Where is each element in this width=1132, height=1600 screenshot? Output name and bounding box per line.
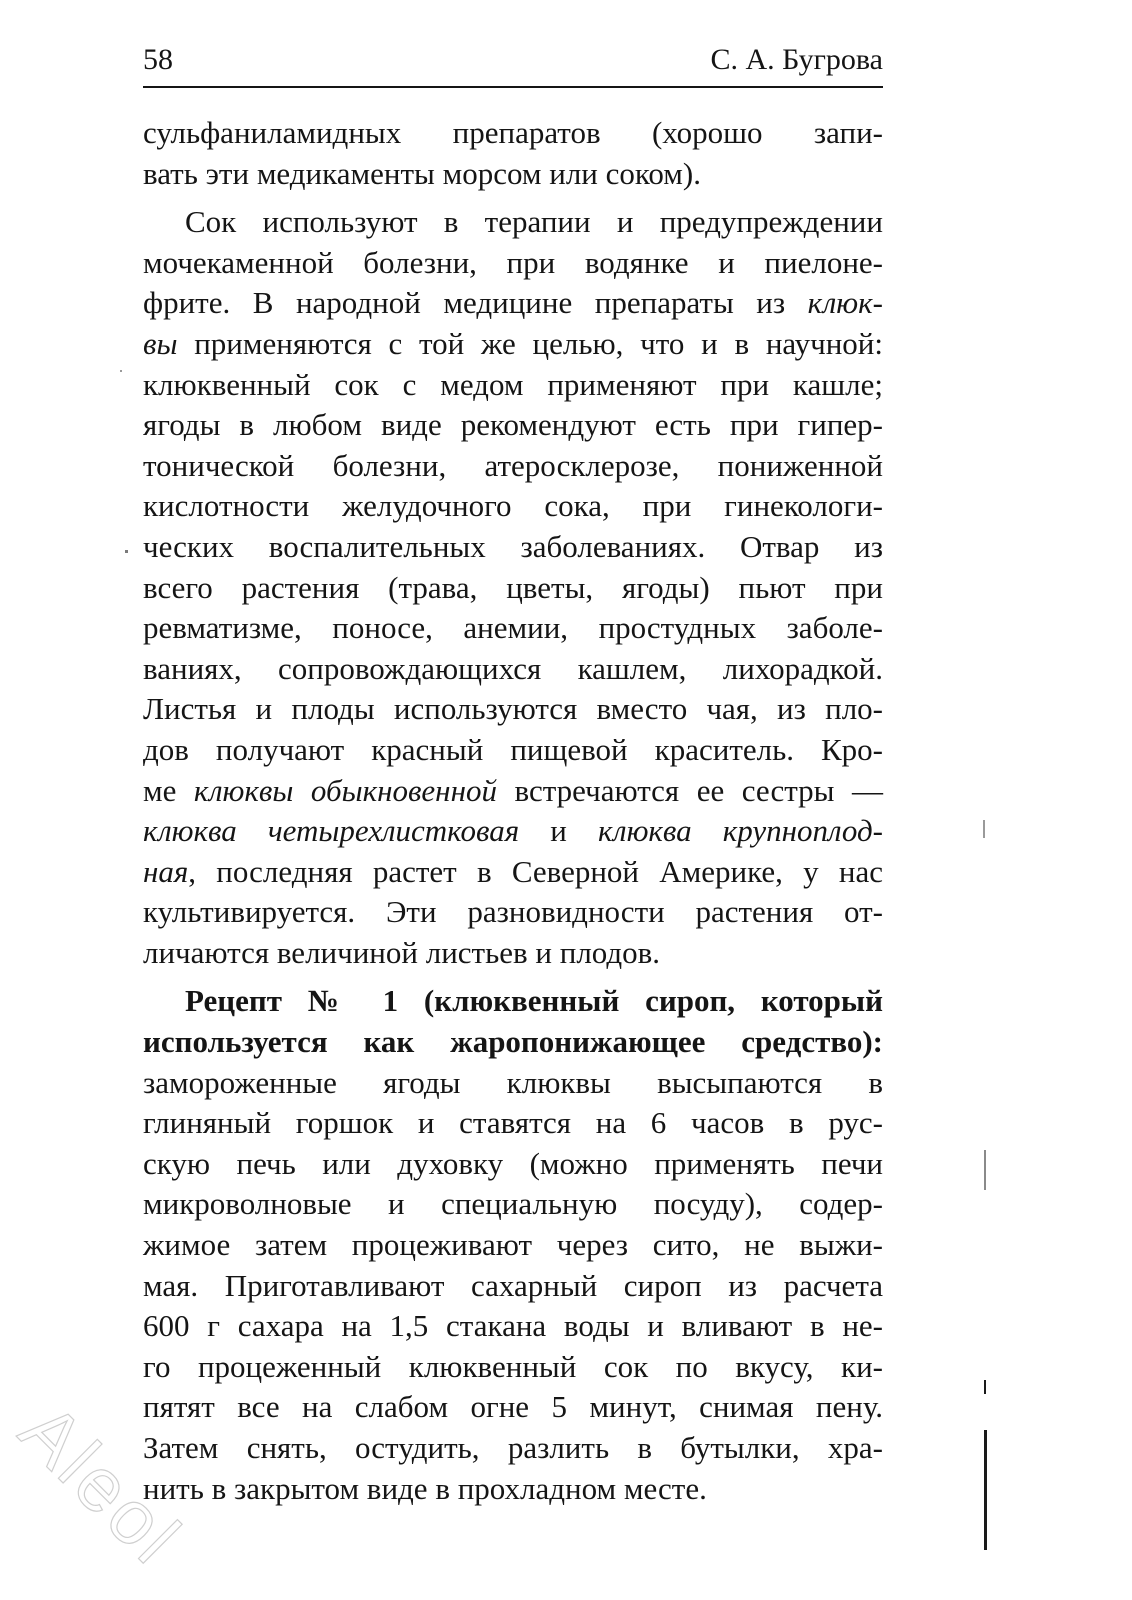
recipe-heading: Рецепт № 1 (клюквенный сироп, который: [185, 983, 883, 1019]
italic-term: вы: [143, 325, 178, 361]
text-run: и: [519, 813, 598, 849]
text-line: сульфаниламидных препаратов (хорошо запи-: [143, 115, 883, 150]
body-text: [143, 113, 883, 1509]
text-line: жимое затем процеживают через сито, не выжи-: [143, 1227, 883, 1263]
text-line: Листья и плоды используются вместо чая, из пло-: [143, 691, 883, 727]
text-line: Сок используют в терапии и предупреждении: [185, 204, 883, 240]
text-run: применяются с той же целью, что и в научной:: [177, 325, 883, 361]
text-line: тонической болезни, атеросклерозе, пониженной: [143, 447, 883, 483]
scan-artifact: [984, 1150, 986, 1190]
text-line: пятят все на слабом огне 5 минут, снимая пену.: [143, 1389, 883, 1425]
text-run: встречаются ее сестры —: [496, 772, 883, 808]
text-run: ме: [143, 772, 194, 808]
text-line: мая. Приготавливают сахарный сироп из расчета: [143, 1267, 883, 1303]
text-line: дов получают красный пищевой краситель. Кро-: [143, 731, 883, 767]
text-line: микроволновые и специальную посуду), содер-: [143, 1186, 883, 1222]
text-line: ваниях, сопровождающихся кашлем, лихорадкой.: [143, 650, 883, 686]
text-line: замороженные ягоды клюквы высыпаются в: [143, 1064, 883, 1100]
recipe-heading: используется как жаропонижающее средство):: [143, 1024, 883, 1060]
italic-term: ная: [143, 853, 189, 889]
text-line: культивируется. Эти разновидности растения от-: [143, 894, 883, 930]
text-line: глиняный горшок и ставятся на 6 часов в рус-: [143, 1105, 883, 1141]
text-line: ревматизме, поносе, анемии, простудных заболе-: [143, 610, 883, 646]
text-line: го процеженный клюквенный сок по вкусу, ки-: [143, 1348, 883, 1384]
scan-artifact: [120, 370, 122, 372]
italic-term: клюк-: [807, 285, 883, 321]
text-line: скую печь или духовку (можно применять печи: [143, 1145, 883, 1181]
text-run: фрите. В народной медицине препараты из: [143, 285, 808, 321]
text-line: кислотности желудочного сока, при гинекологи-: [143, 488, 883, 524]
text-line: 600 г сахара на 1,5 стакана воды и вливают в не-: [143, 1308, 883, 1344]
scan-artifact: [983, 820, 985, 838]
text-line: [143, 324, 883, 365]
scan-artifact: [984, 1430, 987, 1550]
text-line: мочекаменной болезни, при водянке и пиелоне-: [143, 244, 883, 280]
text-line: [143, 811, 883, 852]
text-line: клюквенный сок с медом применяют при кашле;: [143, 366, 883, 402]
text-line: личаются величиной листьев и плодов.: [143, 934, 661, 970]
text-run: , последняя растет в Северной Америке, у нас: [188, 853, 883, 889]
text-line: [143, 283, 883, 324]
text-line: нить в закрытом виде в прохладном месте.: [143, 1470, 707, 1506]
running-head-author: С. А. Бугрова: [710, 43, 883, 76]
text-line: ягоды в любом виде рекомендуют есть при гипер-: [143, 407, 883, 443]
text-line: Затем снять, остудить, разлить в бутылки, хра-: [143, 1430, 883, 1465]
page-header: [143, 42, 883, 88]
italic-term: клюква четырехлистковая: [143, 813, 520, 849]
text-line: вать эти медикаменты морсом или соком).: [143, 155, 701, 191]
text-line: ческих воспалительных заболеваниях. Отвар из: [143, 528, 883, 564]
italic-term: клюквы обыкновенной: [193, 772, 497, 808]
scan-artifact: [984, 1380, 986, 1394]
page-number: 58: [143, 43, 173, 76]
text-line: [143, 852, 883, 893]
italic-term: клюква крупноплод-: [597, 813, 884, 849]
scan-artifact: [125, 550, 128, 553]
watermark-text: Aleol: [4, 1387, 198, 1582]
text-line: всего растения (трава, цветы, ягоды) пьют при: [143, 569, 883, 605]
text-line: [143, 771, 883, 812]
